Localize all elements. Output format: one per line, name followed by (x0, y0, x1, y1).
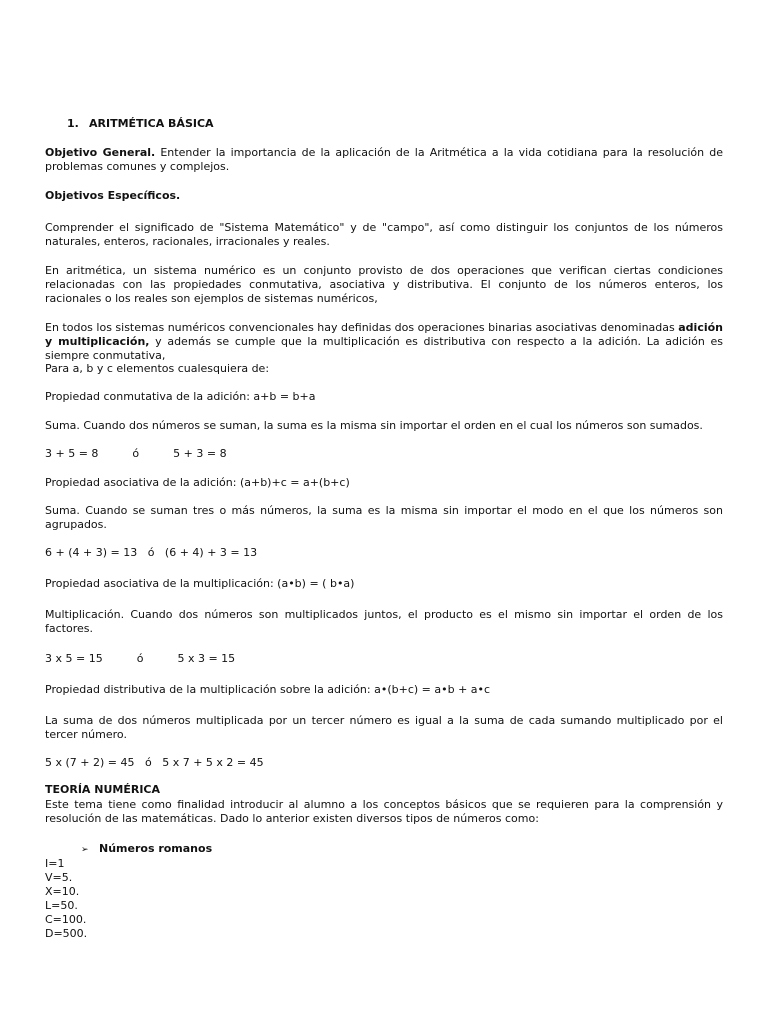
propiedad-asociativa-multiplicacion: Propiedad asociativa de la multiplicación: (a•b) = ( b•a) (45, 577, 355, 590)
section-heading (67, 117, 745, 131)
operaciones-text-pre: En todos los sistemas numéricos convencionales hay definidas dos operaciones binarias asociativas denominadas (45, 321, 679, 334)
numeros-romanos-title: Números romanos (99, 842, 213, 855)
roman-numeral-item: I=1 (45, 857, 65, 870)
objetivos-especificos-heading: Objetivos Específicos. (45, 189, 181, 202)
operaciones-bold-text: adición y multiplicación, (45, 321, 723, 348)
objetivo-general-label: Objetivo General. (45, 146, 156, 159)
example-o: ó (132, 447, 140, 460)
elementos-line: Para a, b y c elementos cualesquiera de: (45, 362, 270, 375)
objetivos-especificos-text: Comprender el significado de "Sistema Matemático" y de "campo", así como distinguir los conjuntos de los números naturales, enteros, racionales, irracionales y reales. (45, 221, 723, 248)
example-b: 5 + 3 = 8 (173, 447, 227, 460)
operaciones-paragraph (45, 321, 723, 363)
example-a: 3 x 5 = 15 (45, 652, 103, 665)
numeros-romanos-heading (81, 842, 759, 857)
example-asociativa-adicion: 6 + (4 + 3) = 13 ó (6 + 4) + 3 = 13 (45, 546, 258, 559)
propiedad-conmutativa: Propiedad conmutativa de la adición: a+b = b+a (45, 390, 316, 403)
sistema-numerico-paragraph: En aritmética, un sistema numérico es un conjunto provisto de dos operaciones que verifican ciertas condiciones relacionadas con las propiedades conmutativa, asociativa y distributiva. El conjunto de los números enteros, los racionales o los reales son ejemplos de sistemas numéricos, (45, 264, 723, 305)
example-conmutativa (45, 447, 723, 461)
multiplicacion-text: Multiplicación. Cuando dos números son multiplicados juntos, el producto es el mismo sin importar el orden de los factores. (45, 608, 723, 635)
roman-numeral-item: V=5. (45, 871, 73, 884)
roman-numeral-item: D=500. (45, 927, 88, 940)
suma-conmutativa-text: Suma. Cuando dos números se suman, la suma es la misma sin importar el orden en el cual los números son sumados. (45, 419, 703, 432)
section-number: 1. (67, 117, 79, 130)
example-multiplicacion (45, 652, 723, 666)
teoria-numerica-text: Este tema tiene como finalidad introducir al alumno a los conceptos básicos que se requieren para la comprensión y resolución de las matemáticas. Dado lo anterior existen diversos tipos de números como: (45, 798, 723, 825)
objetivo-general-paragraph (45, 146, 723, 174)
roman-numeral-item: X=10. (45, 885, 80, 898)
distributiva-text: La suma de dos números multiplicada por un tercer número es igual a la suma de cada sumando multiplicado por el tercer número. (45, 714, 723, 741)
roman-numeral-item: C=100. (45, 913, 87, 926)
propiedad-distributiva: Propiedad distributiva de la multiplicación sobre la adición: a•(b+c) = a•b + a•c (45, 683, 491, 696)
roman-numeral-item: L=50. (45, 899, 78, 912)
arrow-bullet-icon: ➢ (81, 845, 89, 855)
teoria-numerica-heading: TEORÍA NUMÉRICA (45, 783, 161, 796)
section-title: ARITMÉTICA BÁSICA (89, 117, 214, 130)
example-o: ó (136, 652, 144, 665)
operaciones-text-post: y además se cumple que la multiplicación es distributiva con respecto a la adición. La adición es siempre conmutativa, (45, 335, 723, 362)
example-distributiva: 5 x (7 + 2) = 45 ó 5 x 7 + 5 x 2 = 45 (45, 756, 264, 769)
example-a: 3 + 5 = 8 (45, 447, 99, 460)
example-b: 5 x 3 = 15 (177, 652, 236, 665)
objetivo-general-text: Entender la importancia de la aplicación de la Aritmética a la vida cotidiana para la resolución de problemas comunes y complejos. (45, 146, 723, 173)
propiedad-asociativa-adicion: Propiedad asociativa de la adición: (a+b)+c = a+(b+c) (45, 476, 350, 489)
suma-asociativa-text: Suma. Cuando se suman tres o más números, la suma es la misma sin importar el modo en el que los números son agrupados. (45, 504, 723, 531)
